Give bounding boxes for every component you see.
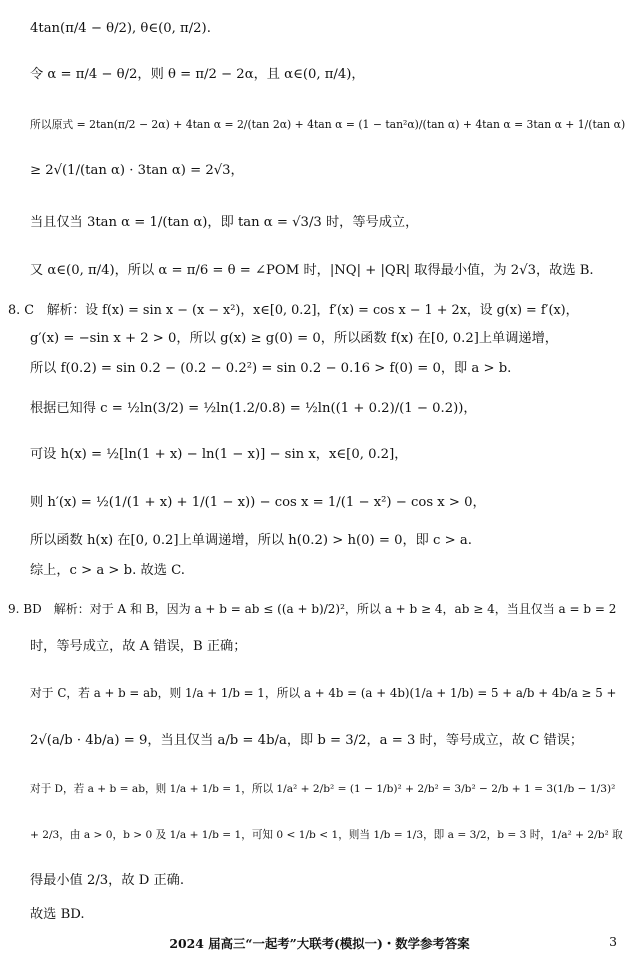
question-9-line-2: 时，等号成立，故 A 错误，B 正确； — [30, 639, 247, 654]
text-line-4: ≥ 2√(1/(tan α) · 3tan α) = 2√3， — [30, 163, 244, 178]
text-line-6: 又 α∈(0, π/4)，所以 α = π/6 = θ = ∠POM 时，|NQ| + |QR| 取得最小值，为 2√3，故选 B. — [30, 263, 594, 278]
question-8-line-3: 所以 f(0.2) = sin 0.2 − (0.2 − 0.2²) = sin 0.2 − 0.16 > f(0) = 0，即 a > b. — [30, 361, 512, 376]
text-line-2: 令 α = π/4 − θ/2，则 θ = π/2 − 2α，且 α∈(0, π/4)， — [30, 67, 365, 82]
page-number: 3 — [609, 934, 617, 949]
question-9-line-1: 9. BD 解析：对于 A 和 B，因为 a + b = ab ≤ ((a + b)/2)²，所以 a + b ≥ 4，ab ≥ 4，当且仅当 a = b = 2 — [8, 602, 617, 616]
text-line-1: 4tan(π/4 − θ/2), θ∈(0, π/2). — [30, 21, 211, 36]
question-9-line-4: 2√(a/b · 4b/a) = 9，当且仅当 a/b = 4b/a，即 b = 3/2，a = 3 时，等号成立，故 C 错误； — [30, 733, 584, 748]
question-9-line-8: 故选 BD. — [30, 907, 85, 922]
text-line-3: 所以原式 = 2tan(π/2 − 2α) + 4tan α = 2/(tan 2α) + 4tan α = (1 − tan²α)/(tan α) + 4tan α = 3tan α + 1/(tan α) — [30, 118, 626, 131]
question-8-line-5: 可设 h(x) = ½[ln(1 + x) − ln(1 − x)] − sin x，x∈[0, 0.2]， — [30, 447, 408, 462]
question-8-line-7: 所以函数 h(x) 在[0, 0.2]上单调递增，所以 h(0.2) > h(0) = 0，即 c > a. — [30, 533, 472, 548]
question-8-line-1: 8. C 解析：设 f(x) = sin x − (x − x²)，x∈[0, 0.2]，f′(x) = cos x − 1 + 2x，设 g(x) = f′(x)， — [8, 303, 579, 318]
question-9-line-6: + 2/3，由 a > 0，b > 0 及 1/a + 1/b = 1，可知 0 < 1/b < 1，则当 1/b = 1/3，即 a = 3/2，b = 3 时，1/a² + 2/b² 取 — [30, 829, 623, 841]
page-footer-title: 2024 届高三“一起考”大联考(模拟一)・数学参考答案 — [169, 936, 470, 951]
question-9-line-7: 得最小值 2/3，故 D 正确. — [30, 873, 185, 888]
question-9-line-5: 对于 D，若 a + b = ab，则 1/a + 1/b = 1，所以 1/a² + 2/b² = (1 − 1/b)² + 2/b² = 3/b² − 2/b + 1 = 3(1/b − 1/3)² — [30, 783, 616, 795]
question-8-line-4: 根据已知得 c = ½ln(3/2) = ½ln(1.2/0.8) = ½ln((1 + 0.2)/(1 − 0.2))， — [30, 401, 477, 416]
question-8-line-8: 综上，c > a > b. 故选 C. — [30, 563, 185, 578]
question-8-line-2: g′(x) = −sin x + 2 > 0，所以 g(x) ≥ g(0) = 0，所以函数 f(x) 在[0, 0.2]上单调递增， — [30, 331, 558, 346]
text-line-5: 当且仅当 3tan α = 1/(tan α)，即 tan α = √3/3 时，等号成立， — [30, 215, 419, 230]
question-8-line-6: 则 h′(x) = ½(1/(1 + x) + 1/(1 − x)) − cos x = 1/(1 − x²) − cos x > 0， — [30, 495, 486, 510]
question-9-line-3: 对于 C，若 a + b = ab，则 1/a + 1/b = 1，所以 a + 4b = (a + 4b)(1/a + 1/b) = 5 + a/b + 4b/a ≥ 5 + — [30, 686, 617, 700]
